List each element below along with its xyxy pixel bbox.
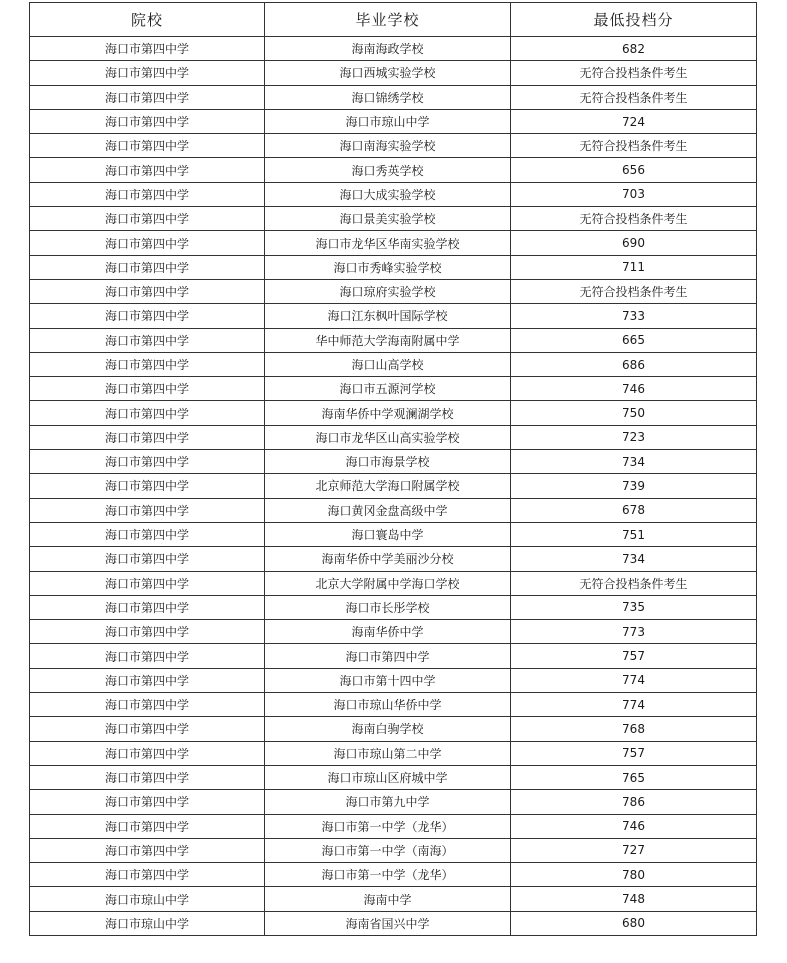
table-row (30, 814, 757, 838)
cell-college: 海口市第四中学 (30, 741, 265, 765)
cell-college: 海口市第四中学 (30, 717, 265, 741)
table-row (30, 134, 757, 158)
cell-min-score: 734 (511, 450, 757, 474)
cell-min-score: 773 (511, 620, 757, 644)
cell-college: 海口市第四中学 (30, 61, 265, 85)
cell-college: 海口市第四中学 (30, 668, 265, 692)
table-row (30, 863, 757, 887)
cell-graduating-school: 海口市第十四中学 (265, 668, 511, 692)
cell-min-score: 703 (511, 182, 757, 206)
cell-min-score: 680 (511, 911, 757, 935)
cell-graduating-school: 北京师范大学海口附属学校 (265, 474, 511, 498)
cell-graduating-school: 海口景美实验学校 (265, 207, 511, 231)
cell-min-score: 682 (511, 37, 757, 61)
cell-college: 海口市第四中学 (30, 838, 265, 862)
cell-college: 海口市第四中学 (30, 37, 265, 61)
cell-graduating-school: 海口市第一中学（龙华） (265, 814, 511, 838)
table-row (30, 571, 757, 595)
cell-college: 海口市琼山中学 (30, 911, 265, 935)
cell-min-score: 739 (511, 474, 757, 498)
cell-min-score: 724 (511, 109, 757, 133)
cell-min-score: 735 (511, 595, 757, 619)
cell-college: 海口市琼山中学 (30, 887, 265, 911)
cell-min-score: 无符合投档条件考生 (511, 85, 757, 109)
header-graduating-school: 毕业学校 (265, 3, 511, 37)
cell-college: 海口市第四中学 (30, 863, 265, 887)
cell-graduating-school: 海口市琼山中学 (265, 109, 511, 133)
cell-min-score: 746 (511, 814, 757, 838)
table-row (30, 450, 757, 474)
table-row (30, 741, 757, 765)
cell-graduating-school: 海口市琼山华侨中学 (265, 693, 511, 717)
cell-graduating-school: 海口秀英学校 (265, 158, 511, 182)
cell-graduating-school: 海口琼府实验学校 (265, 279, 511, 303)
cell-min-score: 无符合投档条件考生 (511, 134, 757, 158)
cell-college: 海口市第四中学 (30, 109, 265, 133)
cell-college: 海口市第四中学 (30, 765, 265, 789)
cell-min-score: 746 (511, 377, 757, 401)
table-row (30, 547, 757, 571)
cell-min-score: 786 (511, 790, 757, 814)
cell-graduating-school: 海口寰岛中学 (265, 522, 511, 546)
cell-min-score: 734 (511, 547, 757, 571)
cell-min-score: 765 (511, 765, 757, 789)
cell-college: 海口市第四中学 (30, 790, 265, 814)
cell-college: 海口市第四中学 (30, 207, 265, 231)
cell-min-score: 774 (511, 693, 757, 717)
cell-min-score: 723 (511, 425, 757, 449)
cell-min-score: 757 (511, 644, 757, 668)
cell-college: 海口市第四中学 (30, 571, 265, 595)
cell-graduating-school: 海口黄冈金盘高级中学 (265, 498, 511, 522)
cell-college: 海口市第四中学 (30, 450, 265, 474)
cell-min-score: 无符合投档条件考生 (511, 279, 757, 303)
table-row (30, 37, 757, 61)
cell-graduating-school: 海南华侨中学 (265, 620, 511, 644)
cell-graduating-school: 海口江东枫叶国际学校 (265, 304, 511, 328)
cell-college: 海口市第四中学 (30, 498, 265, 522)
header-row (30, 3, 757, 37)
cell-college: 海口市第四中学 (30, 182, 265, 206)
cell-min-score: 727 (511, 838, 757, 862)
cell-college: 海口市第四中学 (30, 85, 265, 109)
table-row (30, 790, 757, 814)
cell-college: 海口市第四中学 (30, 644, 265, 668)
table-row (30, 693, 757, 717)
cell-college: 海口市第四中学 (30, 401, 265, 425)
table-row (30, 352, 757, 376)
table-row (30, 182, 757, 206)
table-row (30, 668, 757, 692)
cell-college: 海口市第四中学 (30, 522, 265, 546)
table-row (30, 498, 757, 522)
cell-graduating-school: 海口市琼山第二中学 (265, 741, 511, 765)
cell-graduating-school: 海口南海实验学校 (265, 134, 511, 158)
cell-college: 海口市第四中学 (30, 814, 265, 838)
cell-min-score: 748 (511, 887, 757, 911)
cell-graduating-school: 海口市长彤学校 (265, 595, 511, 619)
cell-college: 海口市第四中学 (30, 231, 265, 255)
cell-graduating-school: 海南华侨中学观澜湖学校 (265, 401, 511, 425)
table-row (30, 85, 757, 109)
cell-min-score: 733 (511, 304, 757, 328)
cell-college: 海口市第四中学 (30, 134, 265, 158)
cell-min-score: 678 (511, 498, 757, 522)
cell-min-score: 768 (511, 717, 757, 741)
table-row (30, 765, 757, 789)
table-row (30, 255, 757, 279)
table-row (30, 61, 757, 85)
cell-min-score: 无符合投档条件考生 (511, 571, 757, 595)
cell-graduating-school: 海口市秀峰实验学校 (265, 255, 511, 279)
cell-graduating-school: 海南海政学校 (265, 37, 511, 61)
table-row (30, 887, 757, 911)
header-min-score: 最低投档分 (511, 3, 757, 37)
cell-college: 海口市第四中学 (30, 352, 265, 376)
cell-min-score: 750 (511, 401, 757, 425)
table-row (30, 644, 757, 668)
table-row (30, 158, 757, 182)
cell-college: 海口市第四中学 (30, 328, 265, 352)
cell-college: 海口市第四中学 (30, 279, 265, 303)
cell-graduating-school: 海口山高学校 (265, 352, 511, 376)
table-row (30, 522, 757, 546)
cell-min-score: 757 (511, 741, 757, 765)
cell-graduating-school: 华中师范大学海南附属中学 (265, 328, 511, 352)
cell-college: 海口市第四中学 (30, 474, 265, 498)
cell-graduating-school: 海口市第四中学 (265, 644, 511, 668)
table-row (30, 401, 757, 425)
cell-min-score: 无符合投档条件考生 (511, 207, 757, 231)
cell-graduating-school: 海口市海景学校 (265, 450, 511, 474)
table-row (30, 231, 757, 255)
cell-college: 海口市第四中学 (30, 425, 265, 449)
table-body (30, 37, 757, 936)
cell-graduating-school: 海口大成实验学校 (265, 182, 511, 206)
cell-graduating-school: 海南华侨中学美丽沙分校 (265, 547, 511, 571)
admission-score-table (29, 2, 757, 936)
cell-graduating-school: 海口市第一中学（南海） (265, 838, 511, 862)
table-row (30, 838, 757, 862)
cell-college: 海口市第四中学 (30, 377, 265, 401)
table-row (30, 595, 757, 619)
cell-min-score: 751 (511, 522, 757, 546)
cell-graduating-school: 海南省国兴中学 (265, 911, 511, 935)
cell-graduating-school: 海口市龙华区华南实验学校 (265, 231, 511, 255)
cell-graduating-school: 海南中学 (265, 887, 511, 911)
cell-college: 海口市第四中学 (30, 547, 265, 571)
cell-college: 海口市第四中学 (30, 620, 265, 644)
cell-graduating-school: 北京大学附属中学海口学校 (265, 571, 511, 595)
cell-min-score: 686 (511, 352, 757, 376)
table-row (30, 279, 757, 303)
cell-graduating-school: 海口市第九中学 (265, 790, 511, 814)
table-row (30, 911, 757, 935)
table-row (30, 304, 757, 328)
cell-college: 海口市第四中学 (30, 255, 265, 279)
table-row (30, 620, 757, 644)
table-row (30, 717, 757, 741)
cell-min-score: 656 (511, 158, 757, 182)
cell-min-score: 711 (511, 255, 757, 279)
table-row (30, 474, 757, 498)
cell-graduating-school: 海口市琼山区府城中学 (265, 765, 511, 789)
table-row (30, 328, 757, 352)
table-row (30, 377, 757, 401)
cell-min-score: 780 (511, 863, 757, 887)
table-row (30, 109, 757, 133)
cell-graduating-school: 海口市五源河学校 (265, 377, 511, 401)
cell-college: 海口市第四中学 (30, 304, 265, 328)
cell-graduating-school: 海口西城实验学校 (265, 61, 511, 85)
cell-min-score: 无符合投档条件考生 (511, 61, 757, 85)
cell-min-score: 774 (511, 668, 757, 692)
cell-college: 海口市第四中学 (30, 693, 265, 717)
cell-min-score: 665 (511, 328, 757, 352)
header-college: 院校 (30, 3, 265, 37)
cell-graduating-school: 海口市龙华区山高实验学校 (265, 425, 511, 449)
table-row (30, 207, 757, 231)
table-header (30, 3, 757, 37)
cell-college: 海口市第四中学 (30, 158, 265, 182)
cell-graduating-school: 海南白驹学校 (265, 717, 511, 741)
cell-college: 海口市第四中学 (30, 595, 265, 619)
table-row (30, 425, 757, 449)
cell-min-score: 690 (511, 231, 757, 255)
cell-graduating-school: 海口市第一中学（龙华） (265, 863, 511, 887)
cell-graduating-school: 海口锦绣学校 (265, 85, 511, 109)
